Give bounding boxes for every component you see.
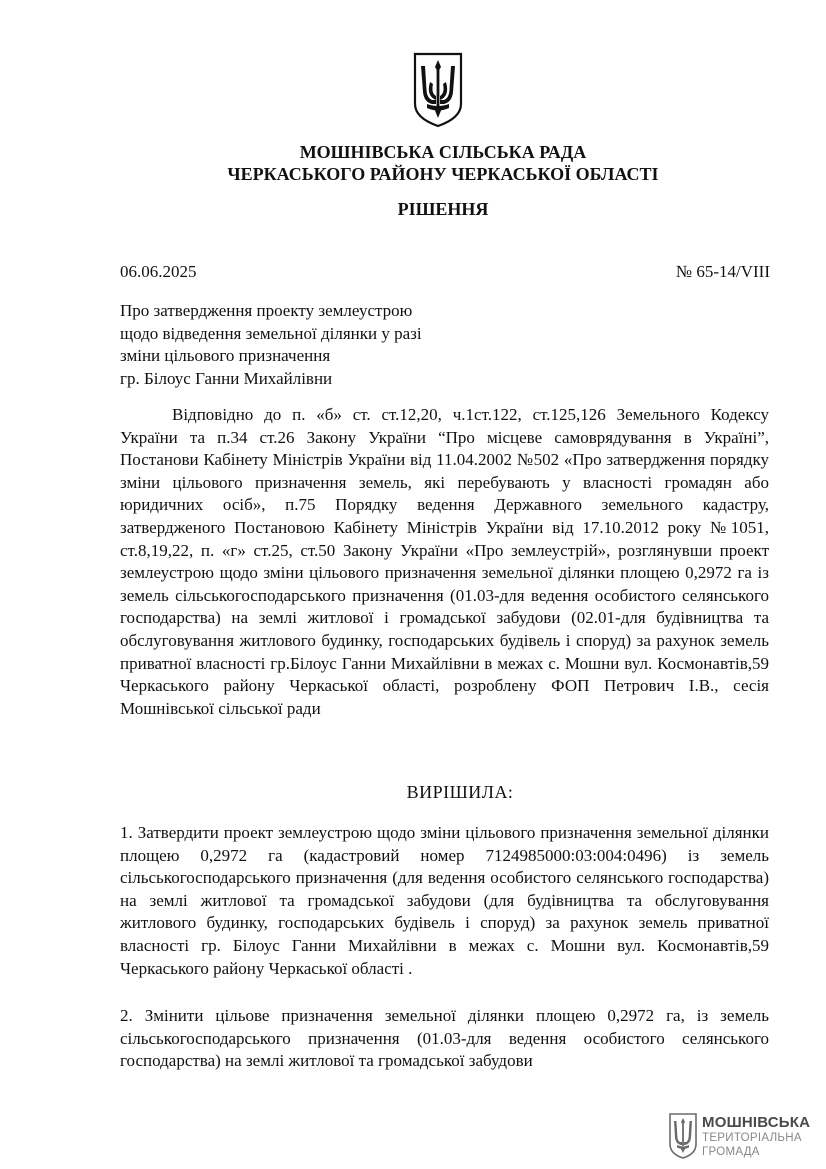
subject-line: Про затвердження проекту землеустрою xyxy=(120,301,413,320)
logo-subtitle: ТЕРИТОРІАЛЬНА xyxy=(702,1132,802,1144)
document-type: РІШЕННЯ xyxy=(397,199,489,219)
decision-item-1: 1. Затвердити проект землеустрою щодо зміни цільового призначення земельної ділянки площею 0,2972 га (кадастровий номер 7124985000:03:004:0496) із земель сільськогосподарського призначення (для ведення особистого селянського господарства) на землі житлової та громадської забудови (для будівництва та обслуговування житлового будинку, господарських будівель і споруд) за рахунок земель приватної власності гр. Білоус Ганни Михайлівни в межах с. Мошни вул. Космонавтів,59 Черкаського району Черкаської області . xyxy=(120,823,769,978)
preamble-paragraph: Відповідно до п. «б» ст. ст.12,20, ч.1ст.122, ст.125,126 Земельного Кодексу України та п.34 ст.26 Закону України “Про місцеве самоврядування в Україні”, Постанови Кабінету Міністрів України від 11.04.2002 №502 «Про затвердження порядку зміни цільового призначення земель, які перебувають у власності громадян або юридичних осіб», п.75 Порядку ведення Державного земельного кадастру, затвердженого Постановою Кабінету Міністрів України від 17.10.2012 року №1051, ст.8,19,22, п. «г» ст.25, ст.50 Закону України «Про землеустрій», розглянувши проект землеустрою щодо зміни цільового призначення земельної ділянки площею 0,2972 га із земель сільськогосподарського призначення (01.03-для ведення особистого селянського господарства) на землі житлової і громадської забудови (02.01-для будівництва та обслуговування житлового будинку, господарських будівель і споруд) за рахунок земель приватної власності гр.Білоус Ганни Михайлівни в межах с. Мошни вул. Космонавтів,59 Черкаського району Черкаської області, розроблену ФОП Петрович І.В., сесія Мошнівської сільської ради xyxy=(120,405,769,718)
subject-line: гр. Білоус Ганни Михайлівни xyxy=(120,368,333,388)
council-region: ЧЕРКАСЬКОГО РАЙОНУ ЧЕРКАСЬКОЇ ОБЛАСТІ xyxy=(227,164,659,184)
council-name: МОШНІВСЬКА СІЛЬСЬКА РАДА xyxy=(299,142,587,162)
decision-date: 06.06.2025 xyxy=(120,262,197,281)
logo-subtitle: ГРОМАДА xyxy=(702,1146,760,1158)
decision-item-2: 2. Змінити цільове призначення земельної ділянки площею 0,2972 га, із земель сільськогосподарського призначення (01.03-для ведення особистого селянського господарства) на землі житлової та громадської забудови xyxy=(120,1006,769,1071)
trident-emblem-icon xyxy=(412,52,464,128)
decision-subject xyxy=(120,300,540,390)
community-logo xyxy=(668,1112,811,1164)
subject-line: щодо відведення земельної ділянки у разі xyxy=(120,323,422,343)
subject-line: зміни цільового призначення xyxy=(120,346,331,365)
logo-name: МОШНІВСЬКА xyxy=(702,1114,811,1131)
decided-heading: ВИРІШИЛА: xyxy=(406,782,514,802)
trident-logo-icon xyxy=(668,1112,698,1160)
decision-number: № 65-14/VIII xyxy=(675,262,770,281)
